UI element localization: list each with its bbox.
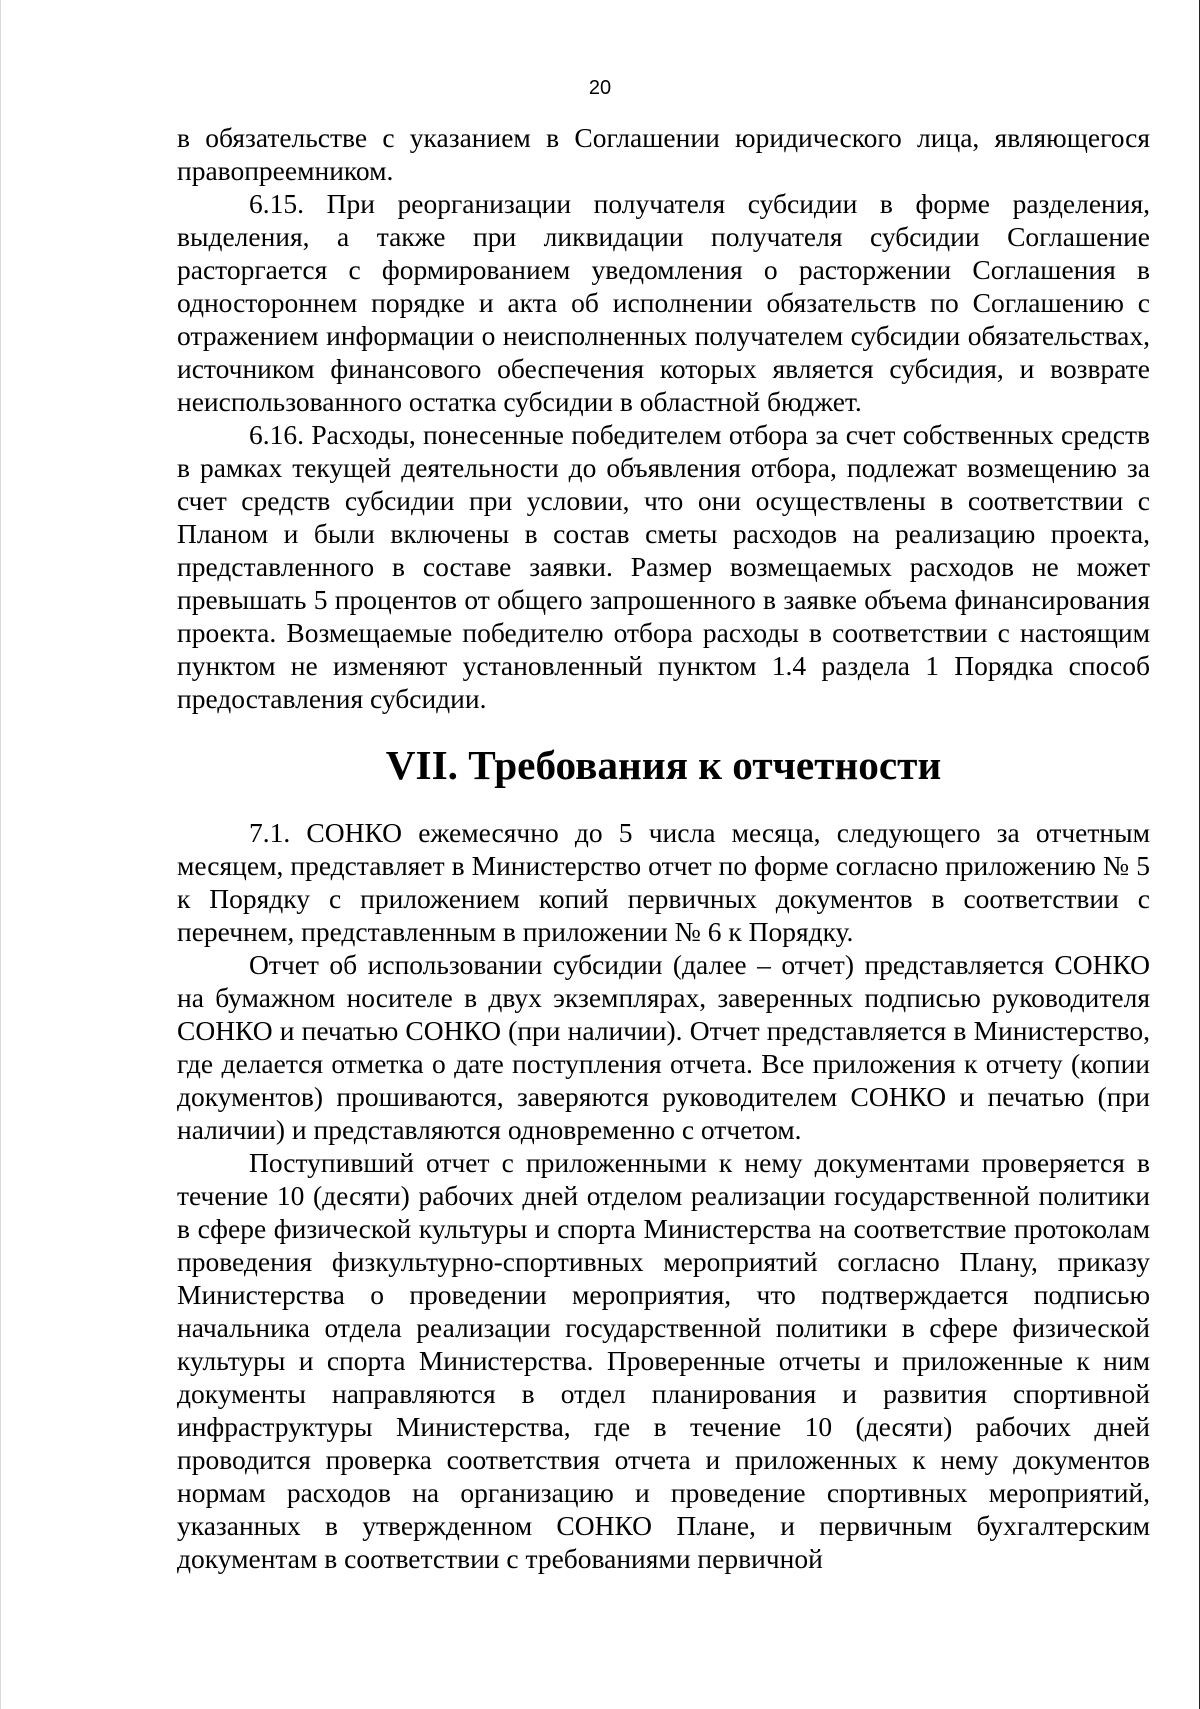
paragraph-report-submission: Отчет об использовании субсидии (далее – отчет) представляется СОНКО на бумажном носителе в двух экземплярах, заверенных подписью руководителя СОНКО и печатью СОНКО (при наличии). Отчет представляется в Министерство, где делается отметка о дате поступления отчета. Все приложения к отчету (копии документов) прошиваются, заверяются руководителем СОНКО и печатью (при наличии) и представляются одновременно с отчетом. xyxy=(177,949,1150,1145)
document-body xyxy=(177,121,1150,1575)
section-heading: VII. Требования к отчетности xyxy=(385,742,942,788)
page-number: 20 xyxy=(588,77,612,99)
paragraph-report-check: Поступивший отчет с приложенными к нему документами проверяется в течение 10 (десяти) рабочих дней отделом реализации государственной политики в сфере физической культуры и спорта Министерства на соответствие протоколам проведения физкультурно-спортивных мероприятий согласно Плану, приказу Министерства о проведении мероприятия, что подтверждается подписью начальника отдела реализации государственной политики в сфере физической культуры и спорта Министерства. Проверенные отчеты и приложенные к ним документы направляются в отдел планирования и развития спортивной инфраструктуры Министерства, где в течение 10 (десяти) рабочих дней проводится проверка соответствия отчета и приложенных к нему документов нормам расходов на организацию и проведение спортивных мероприятий, указанных в утвержденном СОНКО Плане, и первичным бухгалтерским документам в соответствии с требованиями первичной xyxy=(177,1147,1150,1574)
scan-edge-left xyxy=(0,0,1,1709)
paragraph-6-15: 6.15. При реорганизации получателя субсидии в форме разделения, выделения, а также при ликвидации получателя субсидии Соглашение расторгается с формированием уведомления о расторжении Соглашения в одностороннем порядке и акта об исполнении обязательств по Соглашению с отражением информации о неисполненных получателем субсидии обязательствах, источником финансового обеспечения которых является субсидия, и возврате неиспользованного остатка субсидии в областной бюджет. xyxy=(177,188,1150,417)
paragraph-6-16: 6.16. Расходы, понесенные победителем отбора за счет собственных средств в рамках текущей деятельности до объявления отбора, подлежат возмещению за счет средств субсидии при условии, что они осуществлены в соответствии с Планом и были включены в состав сметы расходов на реализацию проекта, представленного в составе заявки. Размер возмещаемых расходов не может превышать 5 процентов от общего запрошенного в заявке объема финансирования проекта. Возмещаемые победителю отбора расходы в соответствии с настоящим пунктом не изменяют установленный пунктом 1.4 раздела 1 Порядка способ предоставления субсидии. xyxy=(177,419,1150,714)
paragraph-continuation: в обязательстве с указанием в Соглашении юридического лица, являющегося правопреемником. xyxy=(177,122,1150,186)
paragraph-7-1: 7.1. СОНКО ежемесячно до 5 числа месяца, следующего за отчетным месяцем, представляет в Министерство отчет по форме согласно приложению № 5 к Порядку с приложением копий первичных документов в соответствии с перечнем, представленным в приложении № 6 к Порядку. xyxy=(177,817,1150,947)
